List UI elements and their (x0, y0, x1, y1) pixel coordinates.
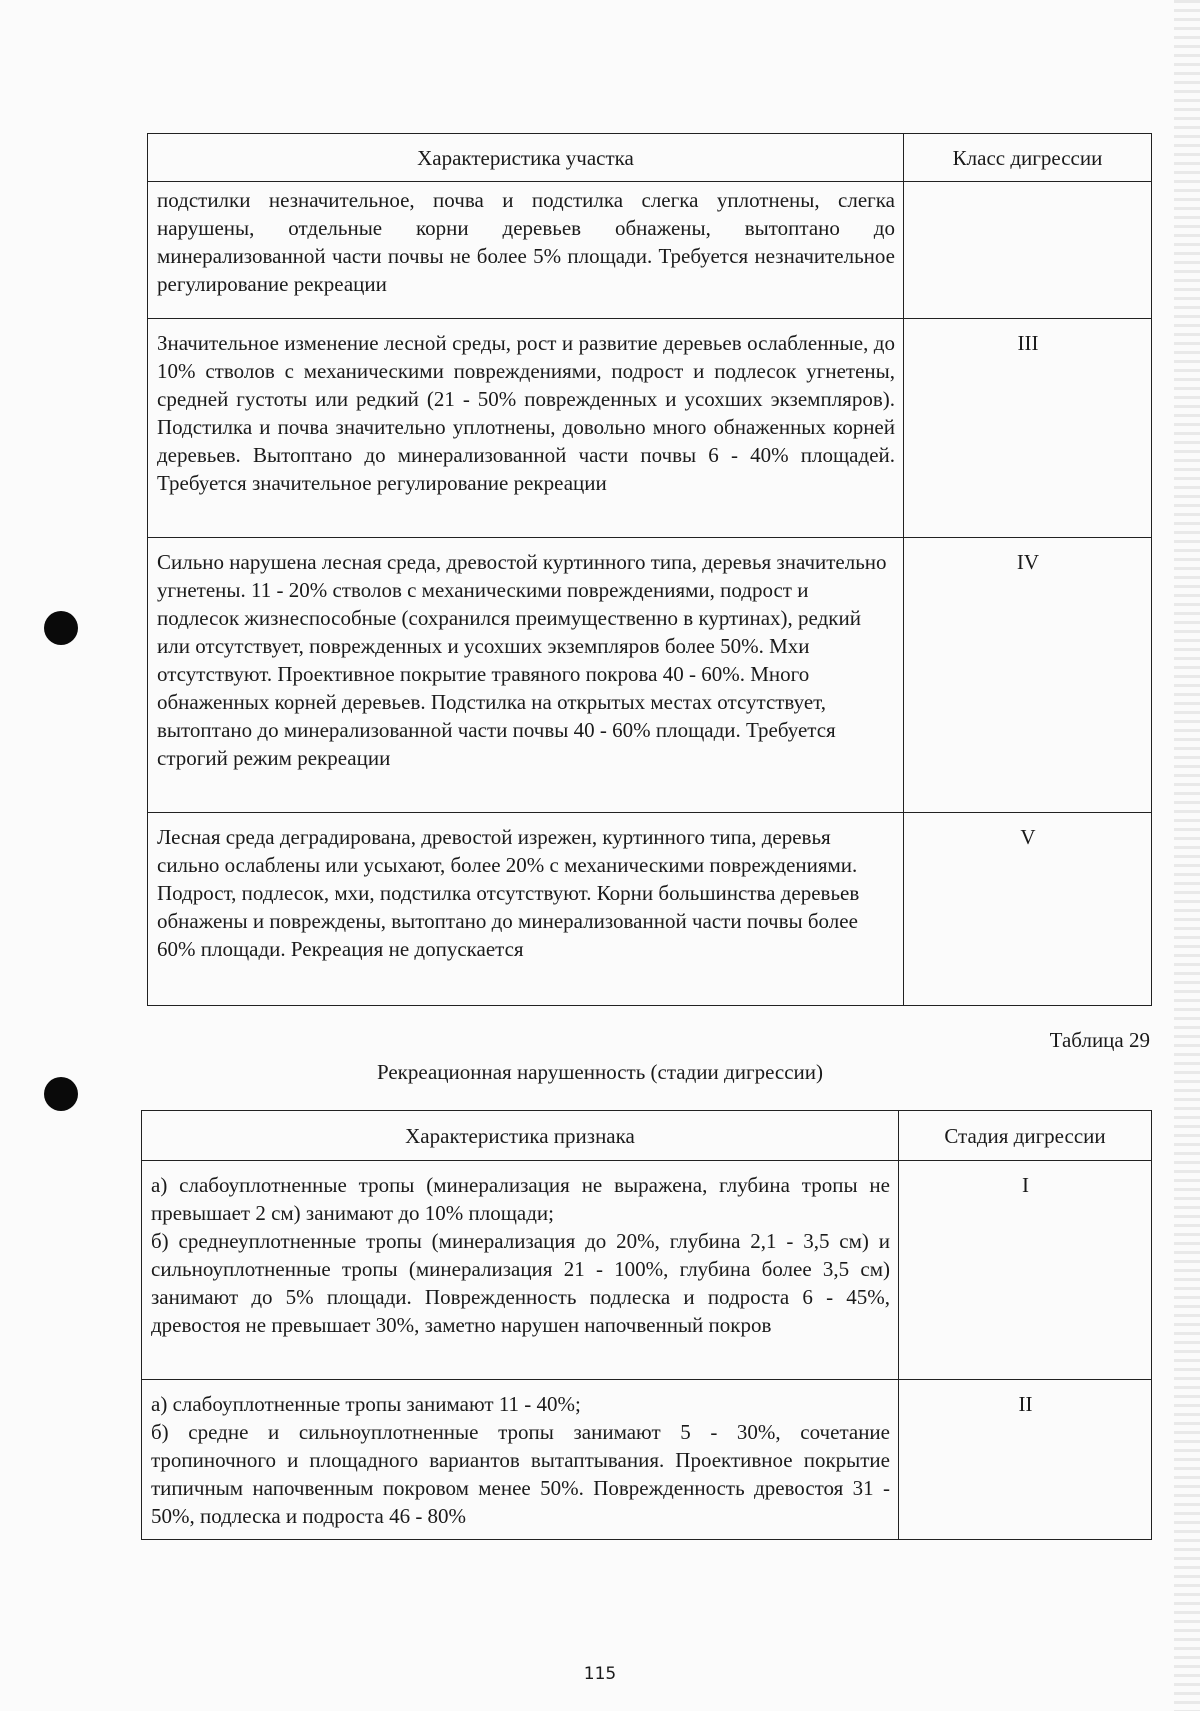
site-description: Лесная среда деградирована, древостой изрежен, куртинного типа, деревья сильно ослаблены или усыхают, более 20% с механическими повреждениями. Подрост, подлесок, мхи, подстилка отсутствуют. Корни большинства деревьев обнажены и повреждены, вытоптано до минерализованной части почвы более 60% площади. Рекреация не допускается (148, 813, 904, 1006)
page-number: 115 (583, 1664, 617, 1684)
table-header-row (148, 134, 1152, 182)
header-site-characteristic: Характеристика участка (148, 134, 904, 182)
digression-class-table (147, 133, 1152, 1006)
header-digression-stage: Стадия дигрессии (899, 1111, 1152, 1161)
digression-class: III (904, 319, 1152, 538)
digression-class (904, 182, 1152, 319)
site-description: Сильно нарушена лесная среда, древостой куртинного типа, деревья значительно угнетены. 11 - 20% стволов с механическими повреждениями, подрост и подлесок жизнеспособные (сохранился преимущественно в куртинах), редкий или отсутствует, поврежденных и усохших экземпляров более 50%. Мхи отсутствуют. Проективное покрытие травяного покрова 40 - 60%. Много обнаженных корней деревьев. Подстилка на открытых местах отсутствует, вытоптано до минерализованной части почвы 40 - 60% площади. Требуется строгий режим рекреации (148, 538, 904, 813)
digression-class: IV (904, 538, 1152, 813)
site-description: подстилки незначительное, почва и подстилка слегка уплотнены, слегка нарушены, отдельные корни деревьев обнажены, вытоптано до минерализованной части почвы не более 5% площади. Требуется незначительное регулирование рекреации (148, 182, 904, 319)
table-row (148, 319, 1152, 538)
table-row (148, 813, 1152, 1006)
header-feature-characteristic: Характеристика признака (142, 1111, 899, 1161)
header-digression-class: Класс дигрессии (904, 134, 1152, 182)
table-row (142, 1161, 1152, 1380)
feature-line-a: а) слабоуплотненные тропы занимают 11 - 40%; (151, 1392, 581, 1416)
feature-line-b: б) средне и сильноуплотненные тропы занимают 5 - 30%, сочетание тропиночного и площадного вариантов вытаптывания. Проективное покрытие типичным напочвенным покровом менее 50%. Поврежденность древостоя 31 - 50%, подлеска и подроста 46 - 80% (151, 1420, 890, 1528)
digression-stage-table (141, 1110, 1152, 1540)
table-row (148, 538, 1152, 813)
site-description: Значительное изменение лесной среды, рост и развитие деревьев ослабленные, до 10% стволов с механическими повреждениями, подрост и подлесок угнетены, средней густоты или редкий (21 - 50% поврежденных и усохших экземпляров). Подстилка и почва значительно уплотнены, довольно много обнаженных корней деревьев. Вытоптано до минерализованной части почвы 6 - 40% площадей. Требуется значительное регулирование рекреации (148, 319, 904, 538)
feature-line-a: а) слабоуплотненные тропы (минерализация не выражена, глубина тропы не превышает 2 см) занимают до 10% площади; (151, 1173, 890, 1225)
table-title: Рекреационная нарушенность (стадии дигрессии) (376, 1060, 824, 1084)
scan-edge-noise (1174, 0, 1200, 1711)
table-row (142, 1380, 1152, 1540)
table-header-row (142, 1111, 1152, 1161)
table-number-label: Таблица 29 (1049, 1028, 1150, 1052)
digression-stage: II (899, 1380, 1152, 1540)
punch-hole-top (44, 611, 78, 645)
feature-description (142, 1161, 899, 1380)
feature-description (142, 1380, 899, 1540)
table-row (148, 182, 1152, 319)
digression-stage: I (899, 1161, 1152, 1380)
feature-line-b: б) среднеуплотненные тропы (минерализация до 20%, глубина 2,1 - 3,5 см) и сильноуплотненные тропы (минерализация 21 - 100%, глубина более 3,5 см) занимают до 5% площади. Поврежденность подлеска и подроста 6 - 45%, древостоя не превышает 30%, заметно нарушен напочвенный покров (151, 1229, 890, 1337)
digression-class: V (904, 813, 1152, 1006)
